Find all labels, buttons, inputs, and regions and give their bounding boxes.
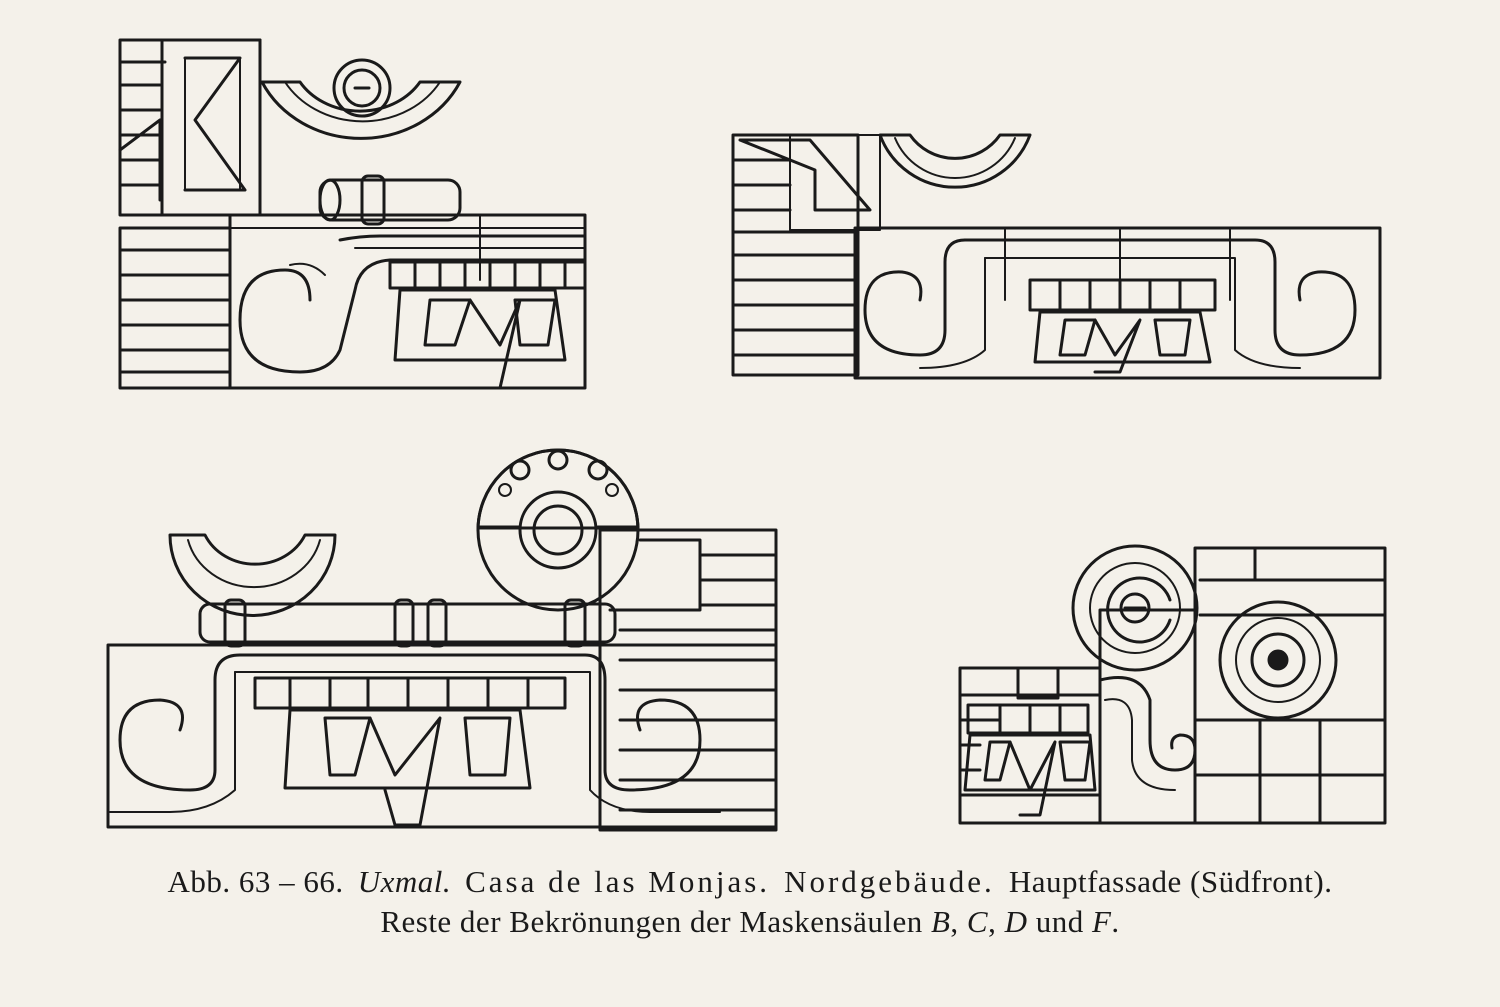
facade-name: Hauptfassade (Südfront). xyxy=(1008,864,1333,899)
conjunction: und xyxy=(1035,904,1084,939)
masonry-lines xyxy=(620,555,776,810)
caption-line-1 xyxy=(0,862,1500,902)
figure-reference: Abb. 63 – 66. xyxy=(167,864,344,899)
teeth-row xyxy=(1030,280,1215,310)
letter-b: B xyxy=(930,904,951,939)
masonry-lines xyxy=(960,548,1385,823)
stone-block xyxy=(120,228,230,388)
figure-mask-crown-b xyxy=(120,40,585,388)
caption-description: Reste der Bekrönungen der Maskensäulen xyxy=(380,904,923,939)
masonry-lines xyxy=(120,62,230,372)
letter-f: F xyxy=(1091,904,1112,939)
figure-mask-crown-f xyxy=(960,546,1385,823)
caption-line-2: Reste der Bekrönungen der Maskensäulen B, C, D und F. xyxy=(380,904,1120,939)
building-name: Casa de las Monjas. xyxy=(465,864,771,899)
letter-c: C xyxy=(966,904,989,939)
teeth-row xyxy=(255,678,565,708)
figure-mask-crown-d xyxy=(108,450,776,830)
letter-d: D xyxy=(1004,904,1028,939)
teeth-row xyxy=(390,262,585,288)
figure-mask-crown-c xyxy=(733,135,1380,378)
building-part: Nordgebäude. xyxy=(784,864,995,899)
caption-end: . xyxy=(1111,904,1120,939)
place-name: Uxmal. xyxy=(357,864,452,899)
masonry-lines xyxy=(733,160,858,355)
